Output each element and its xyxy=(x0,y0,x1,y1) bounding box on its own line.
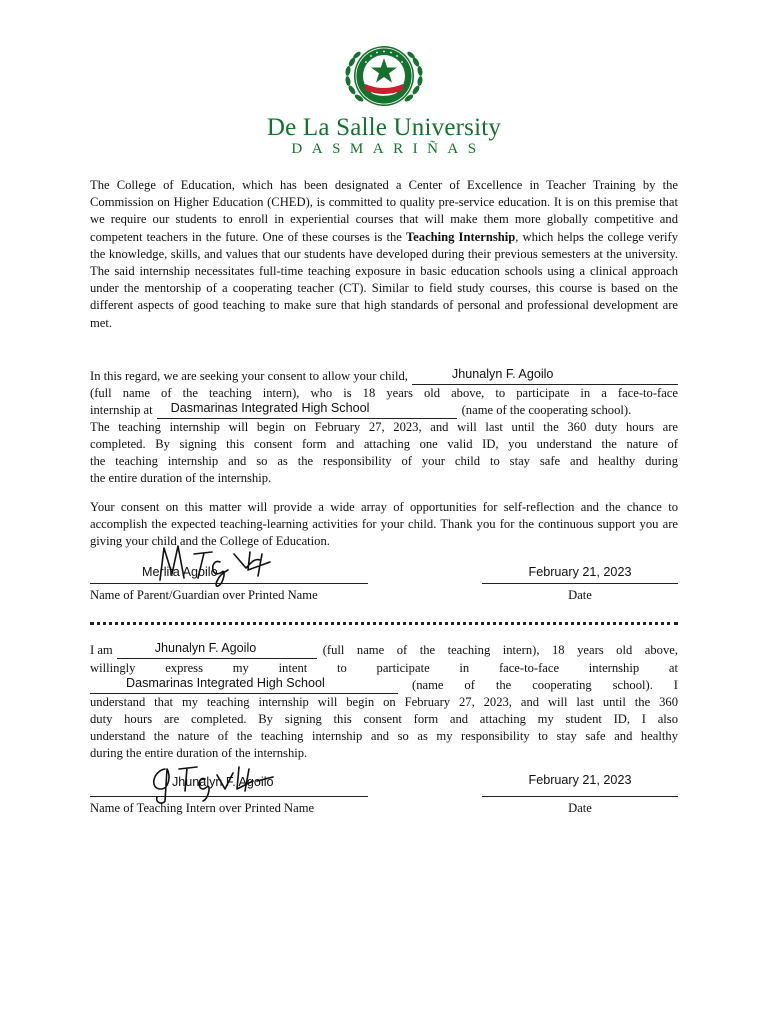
intro-paragraph xyxy=(90,177,678,332)
parent-sign-date: February 21, 2023 xyxy=(528,565,632,579)
intern-full-name-text: (full name of the teaching intern), 18 years old above, xyxy=(322,643,678,657)
intern-line-5: duty hours are completed. By signing this consent form and attaching my student ID, I also xyxy=(90,712,678,726)
intern-school-value: Dasmarinas Integrated High School xyxy=(126,676,325,690)
intern-cooperating-school-text: (name of the cooperating school). I xyxy=(412,678,678,692)
intern-name-value: Jhunalyn F. Agoilo xyxy=(154,641,257,655)
word-in: in xyxy=(459,661,470,675)
word-to: to xyxy=(336,661,347,675)
university-campus: DASMARIÑAS xyxy=(291,141,486,157)
i-am-text: I am xyxy=(90,643,113,657)
university-name: De La Salle University xyxy=(266,114,502,141)
consent-line-5: completed. By signing this consent form and attaching one valid ID, you understand the nature of xyxy=(90,437,678,451)
intern-sign-date: February 21, 2023 xyxy=(528,773,632,787)
word-face-to-face: face-to-face xyxy=(498,661,560,675)
intern-date-line[interactable] xyxy=(482,796,678,797)
word-my: my xyxy=(232,661,249,675)
intern-date-caption: Date xyxy=(568,801,592,815)
cooperating-school-text: (name of the cooperating school). xyxy=(461,403,632,417)
consent-line-2: (full name of the teaching intern), who is 18 years old above, to participate in a face-to-face xyxy=(90,386,678,400)
child-name-field[interactable] xyxy=(412,367,678,385)
intern-line-3 xyxy=(90,677,678,694)
intern-line-1 xyxy=(90,642,678,659)
word-intent: intent xyxy=(278,661,308,675)
word-internship: internship xyxy=(588,661,640,675)
intern-handwritten-signature xyxy=(145,755,285,805)
parent-printed-name: Merlita Agoilo xyxy=(142,565,218,579)
intern-printed-name: Jhunalyn F. Agoilo xyxy=(172,775,274,789)
dotted-divider xyxy=(90,622,678,625)
internship-at-text: internship at xyxy=(90,403,153,417)
word-at: at xyxy=(668,661,678,675)
word-willingly: willingly xyxy=(90,661,136,675)
intro-text-1: The College of Education, which has been designated a Center of Excellence in Teacher Training by the Commission on Higher Education (CHED), is committed to quality pre-service education. It is on this premise that we require our students to enroll in experiential courses that will make them more globally competitive and competent teachers in the future. One of these courses is the xyxy=(90,178,678,244)
word-express: express xyxy=(165,661,203,675)
intern-school-field[interactable] xyxy=(90,676,398,694)
word-participate: participate xyxy=(376,661,430,675)
consent-intro-text: In this regard, we are seeking your consent to allow your child, xyxy=(90,369,408,383)
consent-line-1 xyxy=(90,368,678,385)
parent-date-line[interactable] xyxy=(482,583,678,584)
consent-line-7: the entire duration of the internship. xyxy=(90,471,272,485)
intern-name-field[interactable] xyxy=(117,641,317,659)
intern-line-4: understand that my teaching internship will begin on February 27, 2023, and will last until the 360 xyxy=(90,695,678,709)
consent-line-3 xyxy=(90,402,678,419)
school-name-field[interactable] xyxy=(157,401,457,419)
consent-line-4: The teaching internship will begin on February 27, 2023, and will last until the 360 duty hours are xyxy=(90,420,678,434)
intern-line-7: during the entire duration of the internship. xyxy=(90,746,308,760)
teaching-internship-bold: Teaching Internship xyxy=(405,229,516,244)
university-seal-logo xyxy=(336,40,432,112)
parent-date-caption: Date xyxy=(568,588,592,602)
intern-name-caption: Name of Teaching Intern over Printed Name xyxy=(90,801,315,815)
closing-paragraph: Your consent on this matter will provide a wide array of opportunities for self-reflection and the chance to accomplish the expected teaching-learning activities for your child. Thank you for the continuous support you are giving your child and the College of Education. xyxy=(90,500,678,549)
parent-handwritten-signature xyxy=(150,540,290,590)
parent-name-caption: Name of Parent/Guardian over Printed Name xyxy=(90,588,318,602)
intern-line-6: understand the nature of the teaching internship and so as my responsibility to stay safe and healthy xyxy=(90,729,678,743)
consent-line-6: the teaching internship and so as the responsibility of your child to stay safe and healthy during xyxy=(90,454,678,468)
school-name-value: Dasmarinas Integrated High School xyxy=(170,401,370,415)
intro-text-2: , which helps the college verify the knowledge, skills, and values that our students have developed during their previous semesters at the university. The said internship necessitates full-time teaching exposure in basic education schools using a clinical approach under the mentorship of a cooperating teacher (CT). Similar to field study courses, this course is based on the different aspects of good teaching to make sure that high standards of personal and professional development are met. xyxy=(90,229,678,330)
child-name-value: Jhunalyn F. Agoilo xyxy=(451,367,554,381)
